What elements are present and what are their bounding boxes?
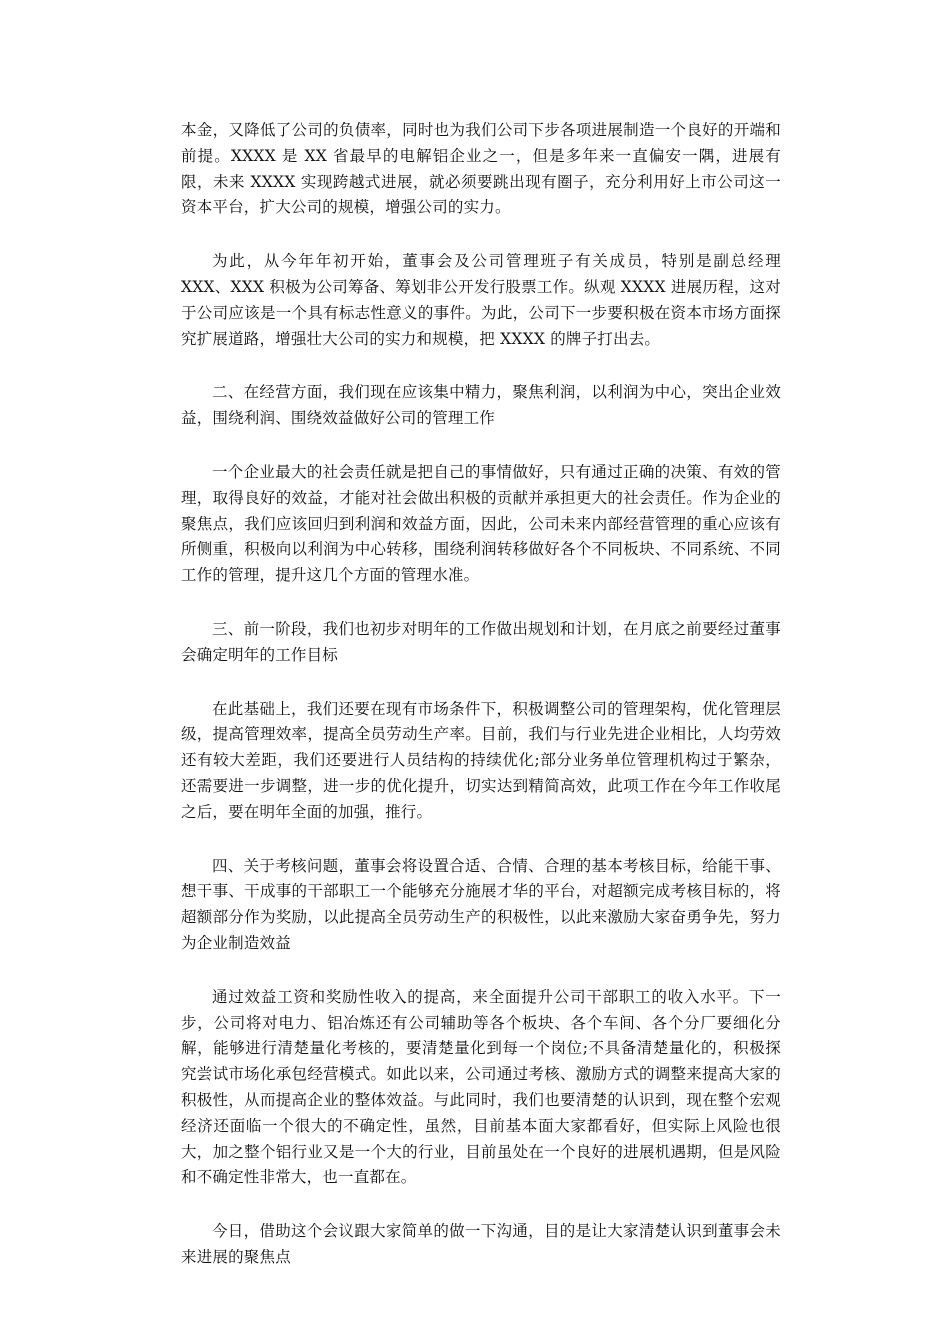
paragraph-capital-continuation: 本金，又降低了公司的负债率，同时也为我们公司下步各项进展制造一个良好的开端和前提。XXXX 是 XX 省最早的电解铝企业之一，但是多年来一直偏安一隅，进展有限，未来 XXXX 实现跨越式进展，就必须要跳出现有圈子，充分利用好上市公司这一资本平台，扩大公司的规模，增强公司的实力。: [181, 121, 781, 217]
document-body: [181, 118, 781, 1299]
paragraph-non-public-offering: 为此，从今年年初开始，董事会及公司管理班子有关成员，特别是副总经理 XXX、XXX 积极为公司筹备、筹划非公开发行股票工作。纵观 XXXX 进展历程，这对于公司应该是一个具有标志性意义的事件。为此，公司下一步要积极在资本市场方面探究扩展道路，增强壮大公司的实力和规模，把 XXXX 的牌子打出去。: [181, 252, 781, 348]
paragraph-closing: 今日，借助这个会议跟大家简单的做一下沟通，目的是让大家清楚认识到董事会未来进展的聚焦点: [181, 1222, 781, 1266]
paragraph-income-improvement: 通过效益工资和奖励性收入的提高，来全面提升公司干部职工的收入水平。下一步，公司将对电力、铝冶炼还有公司辅助等各个板块、各个车间、各个分厂要细化分解，能够进行清楚量化考核的，要清楚量化到每一个岗位;不具备清楚量化的，积极探究尝试市场化承包经营模式。如此以来，公司通过考核、激励方式的调整来提高大家的积极性，从而提高企业的整体效益。与此同时，我们也要清楚的认识到，现在整个宏观经济还面临一个很大的不确定性，虽然，目前基本面大家都看好，但实际上风险也很大，加之整个铝行业又是一个大的行业，目前虽处在一个良好的进展机遇期，但是风险和不确定性非常大，也一直都在。: [181, 987, 781, 1187]
heading-next-year-plan: 三、前一阶段，我们也初步对明年的工作做出规划和计划，在月底之前要经过董事会确定明年的工作目标: [181, 619, 781, 664]
paragraph-management-structure: 在此基础上，我们还要在现有市场条件下，积极调整公司的管理架构，优化管理层级，提高管理效率，提高全员劳动生产率。目前，我们与行业先进企业相比，人均劳效还有较大差距，我们还要进行人员结构的持续优化;部分业务单位管理机构过于繁杂，还需要进一步调整，进一步的优化提升，切实达到精简高效，此项工作在今年工作收尾之后，要在明年全面的加强，推行。: [181, 699, 781, 821]
paragraph-social-responsibility: 一个企业最大的社会责任就是把自己的事情做好，只有通过正确的决策、有效的管理，取得良好的效益，才能对社会做出积极的贡献并承担更大的社会责任。作为企业的聚焦点，我们应该回归到利润和效益方面，因此，公司未来内部经营管理的重心应该有所侧重，积极向以利润为中心转移，围绕利润转移做好各个不同板块、不同系统、不同工作的管理，提升这几个方面的管理水准。: [181, 462, 781, 585]
heading-assessment: 四、关于考核问题，董事会将设置合适、合情、合理的基本考核目标，给能干事、想干事、干成事的干部职工一个能够充分施展才华的平台，对超额完成考核目标的，将超额部分作为奖励，以此提高全员劳动生产的积极性，以此来激励大家奋勇争先，努力为企业制造效益: [181, 856, 781, 952]
heading-operations-profit: 二、在经营方面，我们现在应该集中精力，聚焦利润，以利润为中心，突出企业效益，围绕利润、围绕效益做好公司的管理工作: [181, 383, 781, 428]
